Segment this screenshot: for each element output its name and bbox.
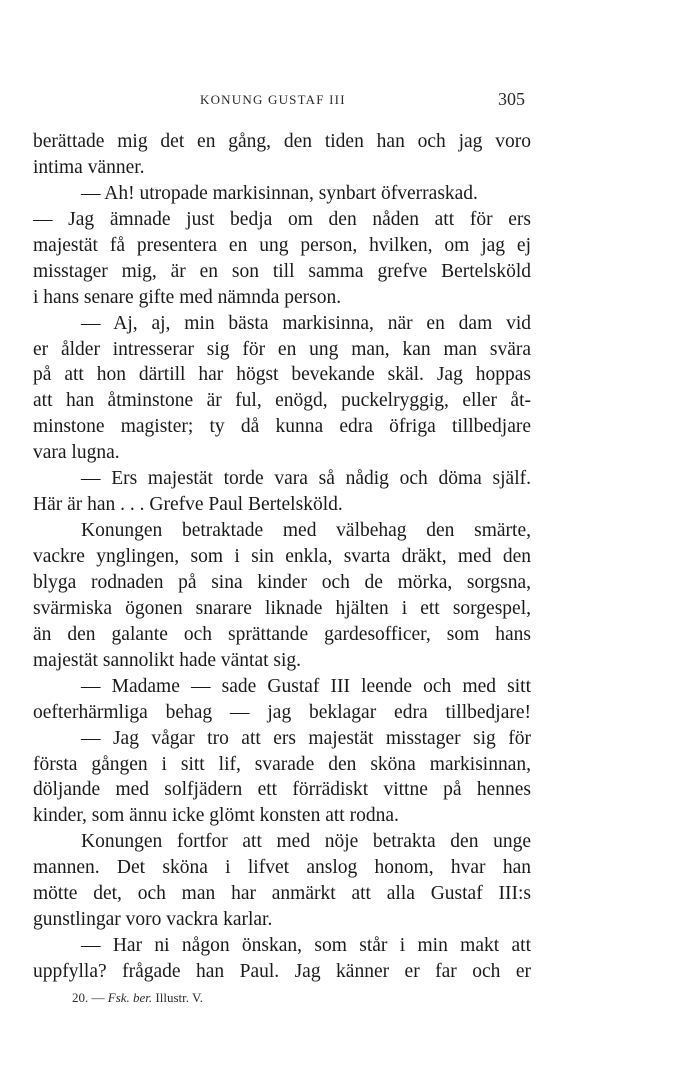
text-line: majestät sannolikt hade väntat sig. xyxy=(33,649,302,671)
text-line: vara lugna. xyxy=(33,442,120,464)
text-line: — Ah! utropade markisinnan, synbart öfverraskad. xyxy=(81,182,478,204)
text-line: berättade mig det en gång, den tiden han och jag voro xyxy=(33,131,531,152)
text-line: Här är han . . . Grefve Paul Bertelsköld. xyxy=(33,494,343,516)
text-line: — Ers majestät torde vara så nådig och döma själf. xyxy=(81,468,531,490)
text-line: kinder, som ännu icke glömt konsten att rodna. xyxy=(33,805,399,827)
text-line: — Har ni någon önskan, som står i min makt att xyxy=(81,935,531,957)
body-text xyxy=(33,129,531,985)
text-line: i hans senare gifte med nämnda person. xyxy=(33,286,342,308)
text-line: minstone magister; ty då kunna edra öfriga tillbedjare xyxy=(33,416,531,438)
text-line: på att hon därtill har högst bevekande skäl. Jag hoppas xyxy=(33,364,531,386)
text-line: Konungen fortfor att med nöje betrakta den unge xyxy=(81,831,531,853)
text-line: intima vänner. xyxy=(33,156,145,178)
text-line: svärmiska ögonen snarare liknade hjälten i ett sorgespel, xyxy=(33,597,531,619)
text-line: än den galante och sprättande gardesofficer, som hans xyxy=(33,623,531,645)
text-line: mannen. Det sköna i lifvet anslog honom, hvar han xyxy=(33,857,531,879)
signature-dash: — xyxy=(91,990,105,1005)
signature-mark xyxy=(72,990,203,1006)
text-line: första gången i sitt lif, svarade den sköna markisinnan, xyxy=(33,753,531,775)
signature-edition: Illustr. V. xyxy=(155,990,203,1005)
text-line: blyga rodnaden på sina kinder och de mörka, sorgsna, xyxy=(33,571,531,593)
text-line: — Aj, aj, min bästa markisinna, när en dam vid xyxy=(81,312,531,334)
text-line: er ålder intresserar sig för en ung man, kan man svära xyxy=(33,338,531,360)
text-line: mötte det, och man har anmärkt att alla Gustaf III:s xyxy=(33,883,531,905)
text-line: — Jag ämnade just bedja om den nåden att för ers xyxy=(33,208,531,230)
text-line: — Jag vågar tro att ers majestät misstager sig för xyxy=(81,727,531,749)
text-line: gunstlingar voro vackra karlar. xyxy=(33,909,273,931)
text-line: vackre ynglingen, som i sin enkla, svarta dräkt, med den xyxy=(33,546,531,567)
text-line: uppfylla? frågade han Paul. Jag känner er far och er xyxy=(33,961,531,982)
text-line: döljande med solfjädern ett förrädiskt vittne på hennes xyxy=(33,779,531,801)
text-line: Konungen betraktade med välbehag den smärte, xyxy=(81,520,531,542)
signature-source: Fsk. ber. xyxy=(107,990,153,1005)
page-number: 305 xyxy=(498,89,525,109)
running-head: KONUNG GUSTAF III xyxy=(200,92,346,107)
text-line: majestät få presentera en ung person, hvilken, om jag ej xyxy=(33,234,531,256)
text-line: att han åtminstone är ful, enögd, puckelryggig, eller åt- xyxy=(33,390,531,412)
text-line: misstager mig, är en son till samma grefve Bertelsköld xyxy=(33,260,531,282)
text-line: oefterhärmliga behag — jag beklagar edra tillbedjare! xyxy=(33,701,531,723)
signature-number: 20. xyxy=(72,990,89,1005)
text-line: — Madame — sade Gustaf III leende och med sitt xyxy=(81,675,531,697)
